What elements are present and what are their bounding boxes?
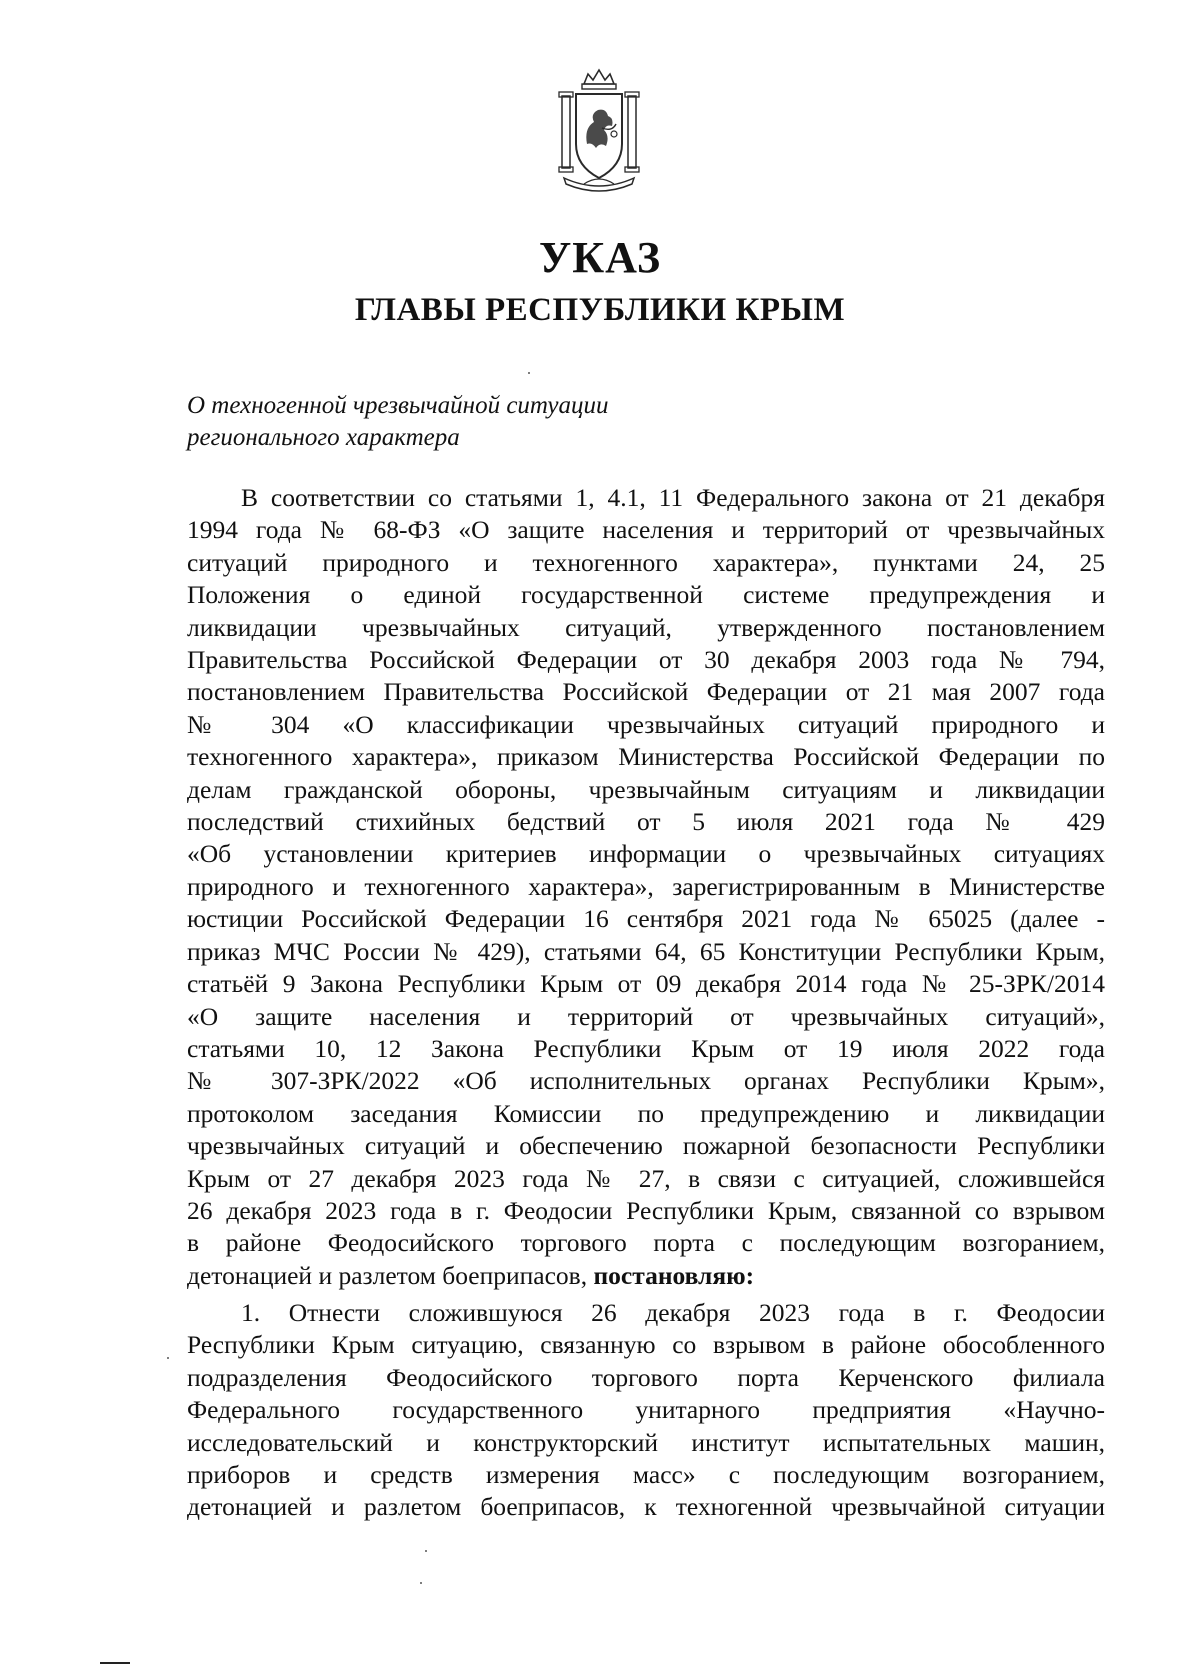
crimea-coat-of-arms-icon bbox=[554, 66, 644, 196]
document-issuer: ГЛАВЫ РЕСПУБЛИКИ КРЫМ bbox=[354, 292, 846, 328]
text-line: Федерального государственного унитарного предприятия «Научно- bbox=[187, 1395, 1105, 1425]
preamble-paragraph bbox=[187, 482, 1105, 1292]
text-line: детонацией и разлетом боеприпасов, к техногенной чрезвычайной ситуации bbox=[187, 1492, 1105, 1522]
text-line: ликвидации чрезвычайных ситуаций, утвержденного постановлением bbox=[187, 612, 1105, 642]
text-line: протоколом заседания Комиссии по предупреждению и ликвидации bbox=[187, 1098, 1105, 1128]
text-line: постановлением Правительства Российской Федерации от 21 мая 2007 года bbox=[187, 677, 1105, 707]
text-line: «О защите населения и территорий от чрезвычайных ситуаций», bbox=[187, 1001, 1105, 1031]
text-line: В соответствии со статьями 1, 4.1, 11 Федерального закона от 21 декабря bbox=[241, 483, 1105, 512]
text-line: ситуаций природного и техногенного характера», пунктами 24, 25 bbox=[187, 547, 1105, 577]
text-line: техногенного характера», приказом Министерства Российской Федерации по bbox=[187, 742, 1105, 772]
text-line: подразделения Феодосийского торгового порта Керченского филиала bbox=[187, 1362, 1105, 1392]
document-subject bbox=[187, 390, 608, 454]
text-line-last bbox=[187, 1260, 1105, 1292]
text-line: делам гражданской обороны, чрезвычайным ситуациям и ликвидации bbox=[187, 774, 1105, 804]
text-line: 26 декабря 2023 года в г. Феодосии Республики Крым, связанной со взрывом bbox=[187, 1195, 1105, 1225]
subject-line: регионального характера bbox=[187, 424, 460, 451]
text-line: природного и техногенного характера», зарегистрированным в Министерстве bbox=[187, 871, 1105, 901]
scan-speck bbox=[167, 1357, 169, 1359]
text-line: юстиции Российской Федерации 16 сентября 2021 года № 65025 (далее - bbox=[187, 904, 1105, 934]
text-line: Положения о единой государственной системе предупреждения и bbox=[187, 580, 1105, 610]
text-line: приказ МЧС России № 429), статьями 64, 65 Конституции Республики Крым, bbox=[187, 936, 1105, 966]
document-title: УКАЗ bbox=[538, 233, 662, 282]
footer-mark bbox=[100, 1662, 130, 1664]
text-line: в районе Феодосийского торгового порта с последующим возгоранием, bbox=[187, 1228, 1105, 1258]
text-line: 1994 года № 68-ФЗ «О защите населения и территорий от чрезвычайных bbox=[187, 515, 1105, 545]
preamble-last-text: детонацией и разлетом боеприпасов, bbox=[187, 1260, 588, 1290]
text-line: № 304 «О классификации чрезвычайных ситуаций природного и bbox=[187, 709, 1105, 739]
decree-word: постановляю: bbox=[593, 1260, 755, 1290]
scan-speck bbox=[420, 1582, 422, 1584]
scan-speck bbox=[425, 1550, 427, 1552]
text-line: статьёй 9 Закона Республики Крым от 09 декабря 2014 года № 25-ЗРК/2014 bbox=[187, 969, 1105, 999]
text-line: приборов и средств измерения масс» с последующим возгоранием, bbox=[187, 1460, 1105, 1490]
text-line: чрезвычайных ситуаций и обеспечению пожарной безопасности Республики bbox=[187, 1131, 1105, 1161]
decree-item-1 bbox=[187, 1297, 1105, 1524]
subject-line: О техногенной чрезвычайной ситуации bbox=[187, 392, 609, 419]
text-line: Крым от 27 декабря 2023 года № 27, в связи с ситуацией, сложившейся bbox=[187, 1163, 1105, 1193]
text-line: Республики Крым ситуацию, связанную со взрывом в районе обособленного bbox=[187, 1330, 1105, 1360]
text-line: исследовательский и конструкторский институт испытательных машин, bbox=[187, 1427, 1105, 1457]
text-line: последствий стихийных бедствий от 5 июля 2021 года № 429 bbox=[187, 807, 1105, 837]
scan-speck bbox=[528, 372, 530, 374]
text-line: статьями 10, 12 Закона Республики Крым от 19 июля 2022 года bbox=[187, 1033, 1105, 1063]
text-line: Правительства Российской Федерации от 30 декабря 2003 года № 794, bbox=[187, 645, 1105, 675]
text-line: «Об установлении критериев информации о чрезвычайных ситуациях bbox=[187, 839, 1105, 869]
text-line: 1. Отнести сложившуюся 26 декабря 2023 года в г. Феодосии bbox=[241, 1298, 1105, 1327]
text-line: № 307-ЗРК/2022 «Об исполнительных органах Республики Крым», bbox=[187, 1066, 1105, 1096]
